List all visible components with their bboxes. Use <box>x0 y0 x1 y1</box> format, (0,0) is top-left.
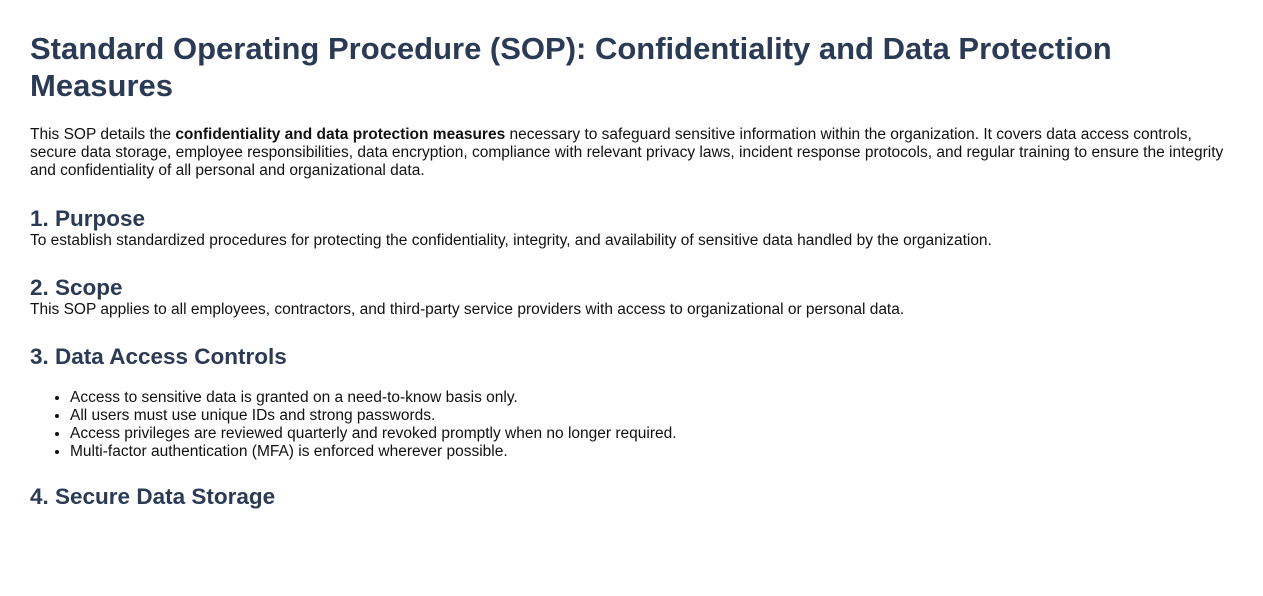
intro-text-after: necessary to safeguard sensitive information within the organization. It covers data access controls, secure data storage, employee responsibilities, data encryption, compliance with relevant privacy laws, incident response protocols, and regular training to ensure the integrity and confidentiality of all personal and organizational data. <box>30 126 1224 179</box>
data-access-controls-list <box>30 389 1233 461</box>
list-item: • Access to sensitive data is granted on a need-to-know basis only. <box>70 389 1233 407</box>
section-heading-purpose: 1. Purpose <box>30 206 146 231</box>
document-title: Standard Operating Procedure (SOP): Confidentiality and Data Protection Measures <box>30 31 1112 103</box>
section-text-scope: This SOP applies to all employees, contractors, and third-party service providers with access to organizational or personal data. <box>30 301 905 318</box>
intro-paragraph <box>30 126 1233 180</box>
list-item: • Multi-factor authentication (MFA) is enforced wherever possible. <box>70 443 1233 461</box>
section-heading-scope: 2. Scope <box>30 275 123 300</box>
section-heading-data-access-controls: 3. Data Access Controls <box>30 344 287 369</box>
section-heading-secure-data-storage: 4. Secure Data Storage <box>30 484 276 509</box>
intro-text-bold: confidentiality and data protection measures <box>175 126 506 143</box>
document-page <box>0 30 1263 510</box>
list-item: • All users must use unique IDs and strong passwords. <box>70 407 1233 425</box>
list-item: • Access privileges are reviewed quarterly and revoked promptly when no longer required. <box>70 425 1233 443</box>
section-text-purpose: To establish standardized procedures for protecting the confidentiality, integrity, and availability of sensitive data handled by the organization. <box>30 232 992 249</box>
intro-text-before: This SOP details the <box>30 126 176 143</box>
